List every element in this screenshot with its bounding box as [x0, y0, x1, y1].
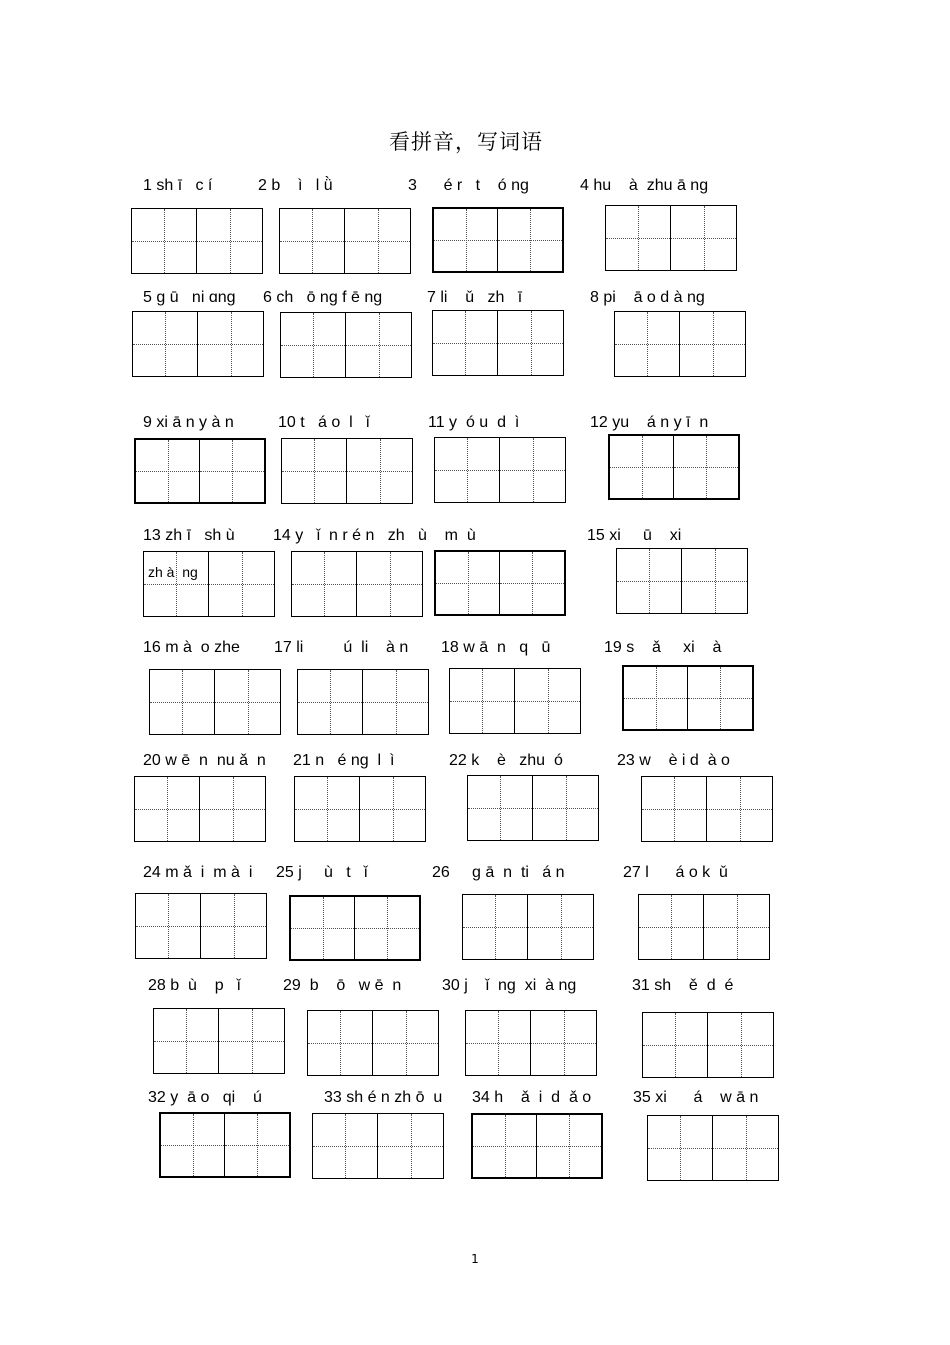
page-title: 看拼音，写词语 — [389, 130, 543, 154]
pinyin-label-31: 31 sh ě d é — [632, 977, 734, 994]
pinyin-label-21: 21 n é ng l ì — [293, 752, 395, 769]
writing-box-17[interactable] — [297, 669, 429, 735]
pinyin-label-14: 14 y ǐ n r é n zh ù m ù — [273, 527, 476, 544]
pinyin-label-12: 12 yu á n y ī n — [590, 414, 709, 431]
writing-box-26[interactable] — [462, 894, 594, 960]
pinyin-label-2: 2 b ì l ǜ — [258, 177, 333, 194]
pinyin-label-8: 8 pi ā o d à ng — [590, 289, 705, 306]
writing-box-20[interactable] — [134, 776, 266, 842]
pinyin-label-15: 15 xi ū xi — [587, 527, 682, 544]
pinyin-label-33: 33 sh é n zh ō u — [324, 1089, 443, 1106]
writing-box-14[interactable] — [291, 551, 423, 617]
writing-box-14b[interactable] — [434, 550, 566, 616]
pinyin-label-3: 3 é r t ó ng — [408, 177, 529, 194]
writing-box-9[interactable] — [134, 438, 266, 504]
pinyin-label-18: 18 w ā n q ū — [441, 639, 551, 656]
writing-box-8[interactable] — [614, 311, 746, 377]
writing-box-30[interactable] — [465, 1010, 597, 1076]
writing-box-10[interactable] — [281, 438, 413, 504]
writing-box-18[interactable] — [449, 668, 581, 734]
pinyin-label-20: 20 w ē n nu ǎ n — [143, 752, 266, 769]
in-box-pinyin-note: zh à ng — [148, 564, 198, 580]
pinyin-label-16: 16 m à o zhe — [143, 639, 240, 656]
writing-box-4[interactable] — [605, 205, 737, 271]
writing-box-7[interactable] — [432, 310, 564, 376]
pinyin-label-11: 11 y ó u d ì — [428, 414, 520, 431]
pinyin-label-6: 6 ch ō ng f ē ng — [263, 289, 383, 306]
pinyin-label-29: 29 b ō w ē n — [283, 977, 402, 994]
writing-box-29[interactable] — [307, 1010, 439, 1076]
writing-box-13[interactable] — [143, 551, 275, 617]
writing-box-35[interactable] — [647, 1115, 779, 1181]
writing-box-2[interactable] — [279, 208, 411, 274]
writing-box-6[interactable] — [280, 312, 412, 378]
pinyin-label-26: 26 g ā n ti á n — [432, 864, 565, 881]
writing-box-16[interactable] — [149, 669, 281, 735]
writing-box-3[interactable] — [432, 207, 564, 273]
pinyin-label-27: 27 l á o k ǔ — [623, 864, 728, 881]
pinyin-label-9: 9 xi ā n y à n — [143, 414, 234, 431]
pinyin-label-10: 10 t á o l ǐ — [278, 414, 370, 431]
writing-box-31[interactable] — [642, 1012, 774, 1078]
writing-box-27[interactable] — [638, 894, 770, 960]
writing-box-1[interactable] — [131, 208, 263, 274]
pinyin-label-23: 23 w è i d à o — [617, 752, 730, 769]
writing-box-22[interactable] — [467, 775, 599, 841]
pinyin-label-13: 13 zh ī sh ù — [143, 527, 235, 544]
writing-box-28[interactable] — [153, 1008, 285, 1074]
pinyin-label-24: 24 m ǎ i m à i — [143, 864, 253, 881]
writing-box-25[interactable] — [289, 895, 421, 961]
writing-box-21[interactable] — [294, 776, 426, 842]
pinyin-label-4: 4 hu à zhu ā ng — [580, 177, 709, 194]
writing-box-33[interactable] — [312, 1113, 444, 1179]
writing-box-11[interactable] — [434, 437, 566, 503]
page-number: 1 — [471, 1252, 479, 1266]
pinyin-label-34: 34 h ǎ i d ǎ o — [472, 1089, 592, 1106]
pinyin-label-19: 19 s ǎ xi à — [604, 639, 722, 656]
writing-box-24[interactable] — [135, 893, 267, 959]
pinyin-label-25: 25 j ù t ǐ — [276, 864, 368, 881]
writing-box-32[interactable] — [159, 1112, 291, 1178]
writing-box-15[interactable] — [616, 548, 748, 614]
writing-box-34[interactable] — [471, 1113, 603, 1179]
pinyin-label-30: 30 j ǐ ng xi à ng — [442, 977, 577, 994]
pinyin-label-5: 5 g ū ni ɑng — [143, 289, 236, 306]
pinyin-label-28: 28 b ù p ǐ — [148, 977, 241, 994]
writing-box-23[interactable] — [641, 776, 773, 842]
pinyin-label-35: 35 xi á w ā n — [633, 1089, 759, 1106]
pinyin-label-1: 1 sh ī c í — [143, 177, 213, 194]
writing-box-19[interactable] — [622, 665, 754, 731]
writing-box-5[interactable] — [132, 311, 264, 377]
pinyin-label-7: 7 li ǔ zh ī — [427, 289, 523, 306]
writing-box-12[interactable] — [608, 434, 740, 500]
pinyin-label-22: 22 k è zhu ó — [449, 752, 563, 769]
pinyin-label-32: 32 y ā o qi ú — [148, 1089, 262, 1106]
pinyin-label-17: 17 li ú li à n — [274, 639, 409, 656]
